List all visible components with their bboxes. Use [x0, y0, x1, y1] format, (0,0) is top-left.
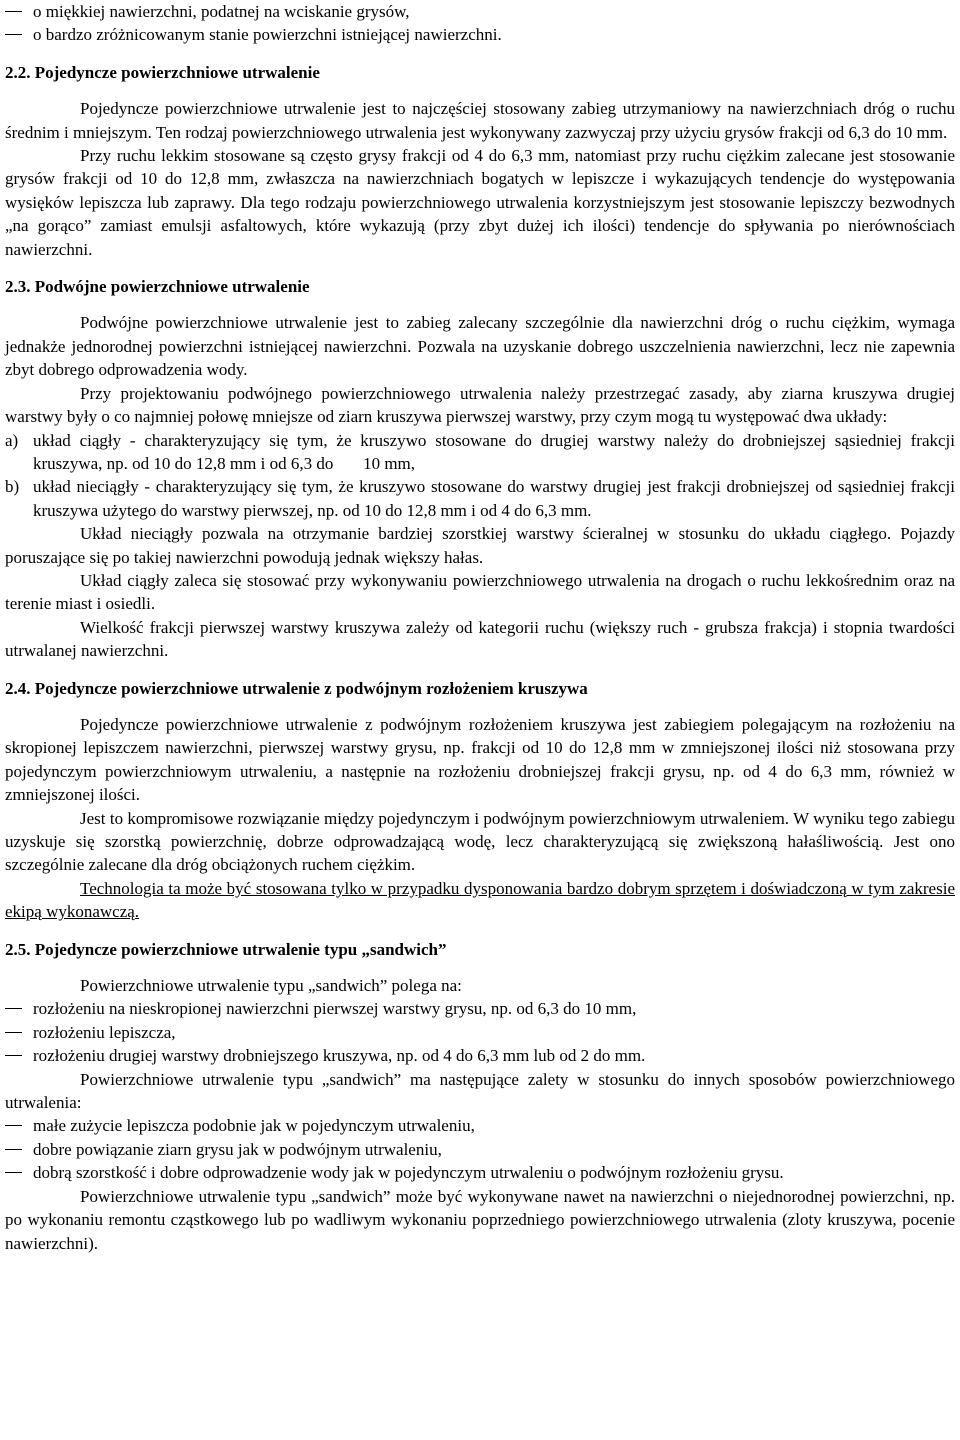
- paragraph: Przy ruchu lekkim stosowane są często grysy frakcji od 4 do 6,3 mm, natomiast przy ruchu ciężkim zalecane jest stosowanie grysów frakcji od 10 do 12,8 mm, zwłaszcza na nawierzchniach bogatych w lepiszcze i wykazujących tendencje do występowania wysięków lepiszcza lub zaprawy. Dla tego rodzaju powierzchniowego utrwalenia korzystniejszym jest stosowanie lepiszczy bezwodnych „na gorąco” zamiast emulsji asfaltowych, które wykazują (przy zbyt dużej ich ilości) tendencje do spływania po nierównościach nawierzchni.: [5, 146, 955, 259]
- list-item: o miękkiej nawierzchni, podatnej na wciskanie grysów,: [5, 0, 955, 23]
- section-heading-2-2: 2.2. Pojedyncze powierzchniowe utrwalenie: [5, 62, 320, 82]
- paragraph: Powierzchniowe utrwalenie typu „sandwich” ma następujące zalety w stosunku do innych sposobów powierzchniowego utrwalenia:: [5, 1069, 955, 1113]
- section-heading-2-3: 2.3. Podwójne powierzchniowe utrwalenie: [5, 277, 310, 297]
- paragraph: Przy projektowaniu podwójnego powierzchniowego utrwalenia należy przestrzegać zasady, aby ziarna kruszywa drugiej warstwy były o co najmniej połowę mniejsze od ziarn kruszywa pierwszej warstwy, przy czym mogą tu występować dwa układy:: [5, 383, 955, 427]
- paragraph: Powierzchniowe utrwalenie typu „sandwich” może być wykonywane nawet na nawierzchni o niejednorodnej powierzchni, np. po wykonaniu remontu cząstkowego lub po wadliwym wykonaniu poprzedniego powierzchniowego utrwalenia (zloty kruszywa, pocenie nawierzchni).: [5, 1186, 955, 1253]
- list-marker: b): [5, 477, 20, 497]
- paragraph: Wielkość frakcji pierwszej warstwy kruszywa zależy od kategorii ruchu (większy ruch - grubsza frakcja) i stopnia twardości utrwalanej nawierzchni.: [5, 617, 955, 661]
- list-item-text: układ nieciągły - charakteryzujący się tym, że kruszywo stosowane do warstwy drugiej jest frakcji drobniejszej od sąsiedniej frakcji kruszywa użytego do warstwy pierwszej, np. od 10 do 12,8 mm i od 4 do 6,3 mm.: [33, 477, 955, 520]
- list-item: rozłożeniu na nieskropionej nawierzchni pierwszej warstwy grysu, np. od 6,3 do 10 mm,: [5, 997, 955, 1020]
- section-heading-2-4: 2.4. Pojedyncze powierzchniowe utrwalenie z podwójnym rozłożeniem kruszywa: [5, 678, 588, 698]
- list-item: rozłożeniu lepiszcza,: [5, 1021, 955, 1044]
- paragraph: Podwójne powierzchniowe utrwalenie jest to zabieg zalecany szczególnie dla nawierzchni dróg o ruchu ciężkim, wymaga jednakże jednorodnej powierzchni istniejącej nawierzchni. Pozwala na uzyskanie dobrego uszczelnienia nawierzchni, lecz nie zapewnia zbyt dobrego odprowadzenia wody.: [5, 313, 955, 380]
- paragraph: Jest to kompromisowe rozwiązanie między pojedynczym i podwójnym powierzchniowym utrwaleniem. W wyniku tego zabiegu uzyskuje się szorstką powierzchnię, dobrze odprowadzającą wodę, lecz charakteryzującą się zwiększoną hałaśliwością. Jest ono szczególnie zalecane dla dróg obciążonych ruchem ciężkim.: [5, 808, 955, 875]
- paragraph-underlined: Technologia ta może być stosowana tylko w przypadku dysponowania bardzo dobrym sprzętem i doświadczoną w tym zakresie ekipą wykonawczą.: [5, 878, 955, 922]
- paragraph: Układ nieciągły pozwala na otrzymanie bardziej szorstkiej warstwy ścieralnej w stosunku do układu ciągłego. Pojazdy poruszające się po takiej nawierzchni powodują jednak większy hałas.: [5, 524, 955, 567]
- list-item: małe zużycie lepiszcza podobnie jak w pojedynczym utrwaleniu,: [5, 1114, 955, 1137]
- paragraph: Pojedyncze powierzchniowe utrwalenie jest to najczęściej stosowany zabieg utrzymaniowy na nawierzchniach dróg o ruchu średnim i mniejszym. Ten rodzaj powierzchniowego utrwalenia jest wykonywany zazwyczaj przy użyciu grysów frakcji od 6,3 do 10 mm.: [5, 99, 955, 142]
- paragraph: Pojedyncze powierzchniowe utrwalenie z podwójnym rozłożeniem kruszywa jest zabiegiem polegającym na rozłożeniu na skropionej lepiszczem nawierzchni, pierwszej warstwy grysu, np. frakcji od 10 do 12,8 mm w zmniejszonej ilości niż stosowana przy pojedynczym powierzchniowym utrwaleniu, a następnie na rozłożeniu drobniejszej frakcji grysu, np. od 4 do 6,3 mm, również w zmniejszonej ilości.: [5, 714, 955, 805]
- list-item-text: układ ciągły - charakteryzujący się tym, że kruszywo stosowane do drugiej warstwy należy do drobniejszej sąsiedniej frakcji kruszywa, np. od 10 do 12,8 mm i od 6,3 do 10 mm,: [33, 430, 960, 473]
- list-marker: a): [5, 430, 19, 450]
- paragraph: Powierzchniowe utrwalenie typu „sandwich” polega na:: [80, 976, 462, 996]
- list-item: rozłożeniu drugiej warstwy drobniejszego kruszywa, np. od 4 do 6,3 mm lub od 2 do mm.: [5, 1044, 955, 1067]
- section-heading-2-5: 2.5. Pojedyncze powierzchniowe utrwalenie typu „sandwich”: [5, 939, 447, 959]
- paragraph: Układ ciągły zaleca się stosować przy wykonywaniu powierzchniowego utrwalenia na drogach o ruchu lekkośrednim oraz na terenie miast i osiedli.: [5, 570, 955, 614]
- list-item: [5, 429, 960, 476]
- list-item: dobrą szorstkość i dobre odprowadzenie wody jak w pojedynczym utrwaleniu o podwójnym rozłożeniu grysu.: [5, 1161, 955, 1184]
- list-item: dobre powiązanie ziarn grysu jak w podwójnym utrwaleniu,: [5, 1138, 955, 1161]
- list-item: o bardzo zróżnicowanym stanie powierzchni istniejącej nawierzchni.: [5, 23, 955, 46]
- list-item: [5, 475, 955, 522]
